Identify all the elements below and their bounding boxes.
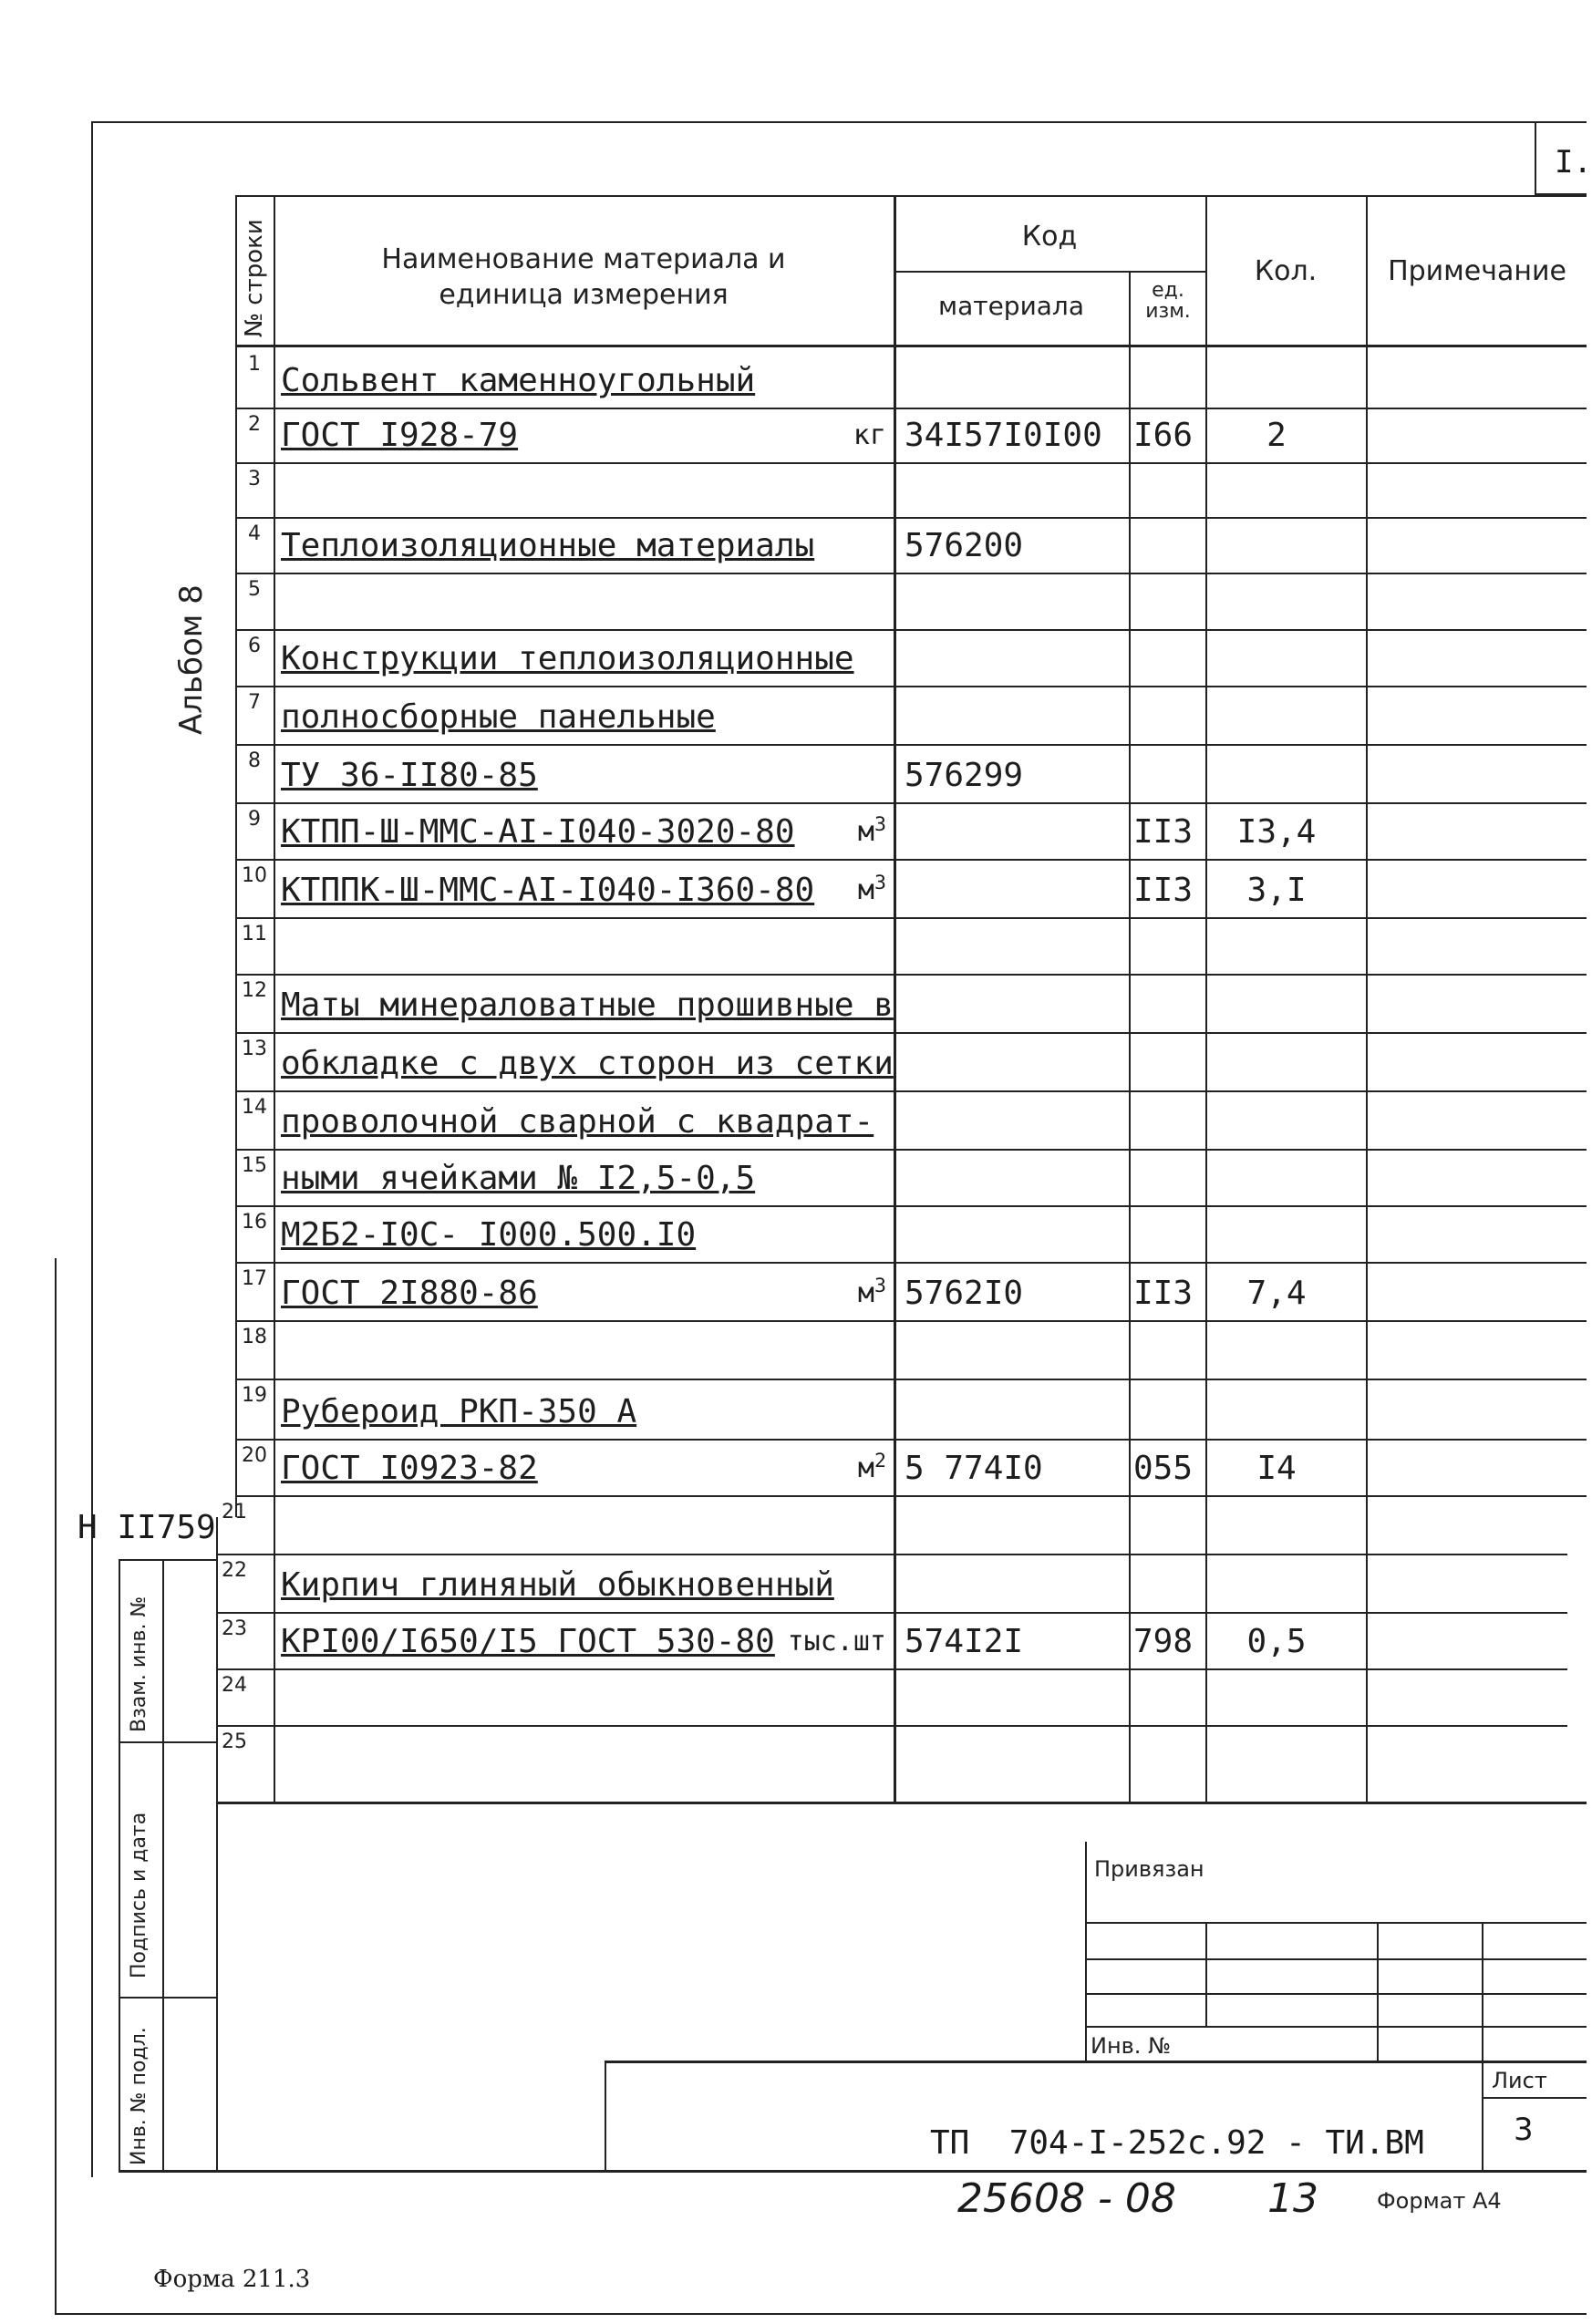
row-material-code: 576299 xyxy=(905,757,1024,794)
frame-bottom-line xyxy=(119,2170,1587,2173)
unit-text: тыс.шт xyxy=(787,1626,886,1658)
unit-text: м xyxy=(857,1452,874,1484)
row-number: 8 xyxy=(248,749,261,772)
row-quantity: I3,4 xyxy=(1236,813,1317,851)
unit-exponent: 3 xyxy=(874,813,886,836)
row-number: 23 xyxy=(222,1617,247,1640)
orig-inv-label: Инв. № подл. xyxy=(128,2027,150,2165)
row-number: 19 xyxy=(242,1384,267,1407)
row-material-name: М2Б2-I0С- I000.500.I0 xyxy=(281,1216,697,1254)
row-material-name: обкладке с двух сторон из сетки xyxy=(281,1045,894,1082)
handwritten-page: 13 xyxy=(1267,2175,1318,2222)
unit-text: м xyxy=(857,874,874,906)
document-designation: ТП 704-I-252с.92 - ТИ.ВМ xyxy=(930,2124,1424,2162)
album-label: Альбом 8 xyxy=(173,584,210,735)
header-code: Код xyxy=(1021,221,1078,253)
row-number: 22 xyxy=(222,1559,247,1582)
row-material-name: Кирпич глиняный обыкновенный xyxy=(281,1566,834,1604)
row-quantity: I4 xyxy=(1256,1450,1297,1487)
sheet-number: 3 xyxy=(1514,2112,1534,2148)
header-row-no: № строки xyxy=(241,219,268,337)
row-unit xyxy=(858,1275,886,1309)
row-material-name: ГОСТ I928-79 xyxy=(281,417,519,454)
row-unit-code: II3 xyxy=(1133,813,1194,851)
row-unit xyxy=(788,1623,886,1658)
format-label: Формат А4 xyxy=(1377,2188,1502,2214)
inventory-number: Н II759 xyxy=(78,1509,216,1546)
row-material-code: 5762I0 xyxy=(905,1275,1024,1312)
row-material-name: Сольвент каменноугольный xyxy=(281,362,756,399)
replaced-inv-label: Взам. инв. № xyxy=(128,1596,150,1732)
sheet-label: Лист xyxy=(1492,2068,1547,2093)
unit-exponent: 3 xyxy=(874,872,886,894)
row-material-name: Конструкции теплоизоляционные xyxy=(281,640,854,677)
row-number: 13 xyxy=(242,1038,267,1060)
row-number: 20 xyxy=(242,1444,267,1467)
sign-date-label: Подпись и дата xyxy=(128,1812,150,1978)
row-quantity: 7,4 xyxy=(1246,1275,1307,1312)
row-quantity: 0,5 xyxy=(1246,1623,1307,1660)
row-material-name: КТППК-Ш-ММС-АI-I040-I360-80 xyxy=(281,872,815,909)
row-unit-code: 055 xyxy=(1133,1450,1194,1487)
header-name: Наименование материала и единица измерения xyxy=(381,243,786,311)
tied-label: Привязан xyxy=(1094,1856,1204,1882)
row-number: 15 xyxy=(242,1154,267,1177)
row-material-name: КРI00/I650/I5 ГОСТ 530-80 xyxy=(281,1623,775,1660)
row-number: 17 xyxy=(242,1267,267,1290)
row-number: 6 xyxy=(248,635,261,657)
corner-box-left xyxy=(1535,121,1536,194)
header-note: Примечание xyxy=(1388,255,1566,287)
row-unit-code: II3 xyxy=(1133,872,1194,909)
row-material-name: КТПП-Ш-ММС-АI-I040-3020-80 xyxy=(281,813,795,851)
row-number: 2 xyxy=(248,413,261,436)
row-number: 3 xyxy=(248,468,261,491)
row-number: 18 xyxy=(242,1326,267,1348)
row-unit-code: 798 xyxy=(1133,1623,1194,1660)
row-material-name: ГОСТ I0923-82 xyxy=(281,1450,538,1487)
row-material-name: ными ячейками № I2,5-0,5 xyxy=(281,1160,756,1197)
row-number: 1 xyxy=(248,353,261,376)
row-material-name: ГОСТ 2I880-86 xyxy=(281,1275,538,1312)
unit-text: м xyxy=(857,1277,874,1309)
unit-exponent: 3 xyxy=(874,1275,886,1297)
row-material-name: Теплоизоляционные материалы xyxy=(281,527,815,564)
unit-exponent: 2 xyxy=(874,1450,886,1472)
row-material-code: 574I2I xyxy=(905,1623,1024,1660)
row-number: 9 xyxy=(248,808,261,831)
unit-text: м xyxy=(857,816,874,848)
row-number: 16 xyxy=(242,1211,267,1234)
row-number: 10 xyxy=(242,864,267,887)
page-bottom-line xyxy=(55,2313,1587,2315)
row-unit xyxy=(858,1450,886,1484)
row-material-name: ТУ 36-II80-85 xyxy=(281,757,538,794)
row-material-code: 576200 xyxy=(905,527,1024,564)
row-number: 11 xyxy=(242,923,267,945)
row-unit-code: II3 xyxy=(1133,1275,1194,1312)
row-number: 4 xyxy=(248,522,261,545)
frame-left-line xyxy=(91,121,93,2177)
frame-top-line xyxy=(91,121,1587,123)
row-number: 5 xyxy=(248,578,261,601)
row-number: 12 xyxy=(242,979,267,1002)
handwritten-number: 25608 - 08 xyxy=(957,2175,1176,2222)
row-material-code: 5 774I0 xyxy=(905,1450,1043,1487)
row-unit xyxy=(858,813,886,848)
row-number: 7 xyxy=(248,691,261,714)
corner-mark: I. xyxy=(1555,144,1592,181)
row-unit xyxy=(858,872,886,906)
inv-no-label: Инв. № xyxy=(1091,2033,1172,2059)
row-number: 14 xyxy=(242,1096,267,1119)
row-number: 24 xyxy=(222,1674,247,1697)
header-code-unit: ед. изм. xyxy=(1145,279,1191,324)
row-unit xyxy=(853,417,886,451)
page-left-edge xyxy=(55,1258,57,2313)
row-number: 25 xyxy=(222,1730,247,1753)
row-material-name: Маты минераловатные прошивные в xyxy=(281,986,894,1024)
row-number: 21 xyxy=(222,1501,247,1524)
header-qty: Кол. xyxy=(1254,255,1318,287)
row-quantity: 2 xyxy=(1266,417,1287,454)
unit-text: кг xyxy=(853,419,886,451)
row-quantity: 3,I xyxy=(1246,872,1307,909)
row-material-name: проволочной сварной с квадрат- xyxy=(281,1103,874,1141)
header-code-material: материала xyxy=(937,291,1084,321)
form-label: Форма 211.3 xyxy=(153,2266,311,2293)
row-material-name: Рубероид РКП-350 А xyxy=(281,1393,637,1431)
row-material-code: 34I57I0I00 xyxy=(905,417,1102,454)
row-unit-code: I66 xyxy=(1133,417,1194,454)
row-material-name: полносборные панельные xyxy=(281,698,716,736)
